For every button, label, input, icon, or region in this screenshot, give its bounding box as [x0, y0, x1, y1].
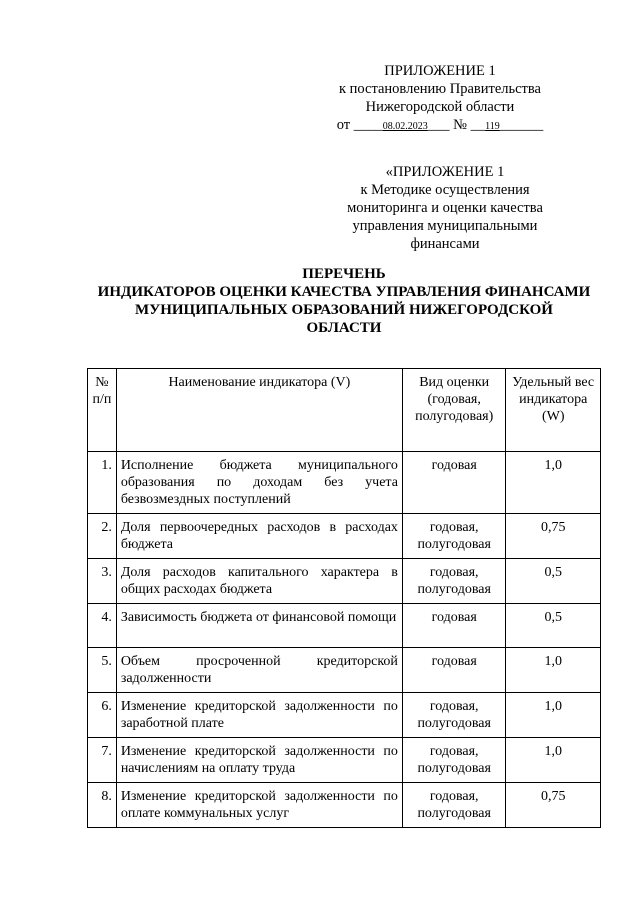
appendix-2-line3: мониторинга и оценки качества [347, 200, 543, 216]
row-num: 6. [88, 693, 117, 738]
appendix-1-header [310, 62, 570, 136]
appendix-1-line3: Нижегородской области [365, 99, 515, 115]
row-weight: 0,75 [506, 514, 601, 559]
indicators-table [87, 368, 601, 828]
row-weight: 0,5 [506, 559, 601, 604]
row-num: 7. [88, 738, 117, 783]
row-kind: годовая, полугодовая [402, 514, 506, 559]
row-name: Доля первоочередных расходов в расходах бюджета [116, 514, 402, 559]
table-row [88, 604, 601, 648]
number-sign: № [453, 117, 467, 133]
table-header-row [88, 369, 601, 452]
table-row [88, 648, 601, 693]
table-row [88, 514, 601, 559]
appendix-1-title: ПРИЛОЖЕНИЕ 1 [384, 63, 496, 79]
row-weight: 1,0 [506, 452, 601, 514]
appendix-2-line4: управления муниципальными [352, 218, 538, 234]
date-blank-right: ___ [427, 117, 450, 133]
row-name: Исполнение бюджета муниципального образования по доходам без учета безвозмездных поступлений [116, 452, 402, 514]
row-num: 5. [88, 648, 117, 693]
row-weight: 0,75 [506, 783, 601, 828]
table-row [88, 559, 601, 604]
row-kind: годовая [402, 452, 506, 514]
row-num: 1. [88, 452, 117, 514]
title-line3: МУНИЦИПАЛЬНЫХ ОБРАЗОВАНИЙ НИЖЕГОРОДСКОЙ [135, 302, 553, 318]
row-num: 2. [88, 514, 117, 559]
table-row [88, 783, 601, 828]
row-name: Доля расходов капитального характера в общих расходах бюджета [116, 559, 402, 604]
row-kind: годовая, полугодовая [402, 559, 506, 604]
title-line2: ИНДИКАТОРОВ ОЦЕНКИ КАЧЕСТВА УПРАВЛЕНИЯ ФИНАНСАМИ [97, 284, 591, 300]
row-num: 8. [88, 783, 117, 828]
date-blank-left: ____ [353, 117, 383, 133]
row-kind: годовая [402, 648, 506, 693]
row-num: 4. [88, 604, 117, 648]
row-name: Изменение кредиторской задолженности по начислениям на оплату труда [116, 738, 402, 783]
decree-date: 08.02.2023 [382, 121, 428, 132]
row-kind: годовая, полугодовая [402, 738, 506, 783]
appendix-1-line2: к постановлению Правительства [339, 81, 541, 97]
row-name: Изменение кредиторской задолженности по оплате коммунальных услуг [116, 783, 402, 828]
row-kind: годовая, полугодовая [402, 693, 506, 738]
title-line1: ПЕРЕЧЕНЬ [302, 266, 386, 282]
decree-number: 119 [485, 121, 500, 132]
num-blank-left: __ [470, 117, 486, 133]
table-row [88, 693, 601, 738]
row-weight: 0,5 [506, 604, 601, 648]
row-name: Объем просроченной кредиторской задолженности [116, 648, 402, 693]
header-num: № п/п [88, 369, 117, 452]
appendix-2-header [320, 163, 570, 253]
row-weight: 1,0 [506, 693, 601, 738]
decree-date-line [310, 116, 570, 136]
row-kind: годовая, полугодовая [402, 783, 506, 828]
header-name: Наименование индикатора (V) [116, 369, 402, 452]
header-kind: Вид оценки (годовая, полугодовая) [402, 369, 506, 452]
title-line4: ОБЛАСТИ [306, 320, 382, 336]
num-blank-right: ______ [499, 117, 544, 133]
date-prefix: от [336, 117, 351, 133]
appendix-2-line5: финансами [410, 236, 480, 252]
row-name: Зависимость бюджета от финансовой помощи [116, 604, 402, 648]
table-row [88, 452, 601, 514]
header-weight: Удельный вес индикатора (W) [506, 369, 601, 452]
row-num: 3. [88, 559, 117, 604]
appendix-2-line2: к Методике осуществления [360, 182, 530, 198]
row-weight: 1,0 [506, 738, 601, 783]
row-name: Изменение кредиторской задолженности по заработной плате [116, 693, 402, 738]
row-kind: годовая [402, 604, 506, 648]
page-title [70, 265, 618, 337]
row-weight: 1,0 [506, 648, 601, 693]
table-row [88, 738, 601, 783]
appendix-2-title: «ПРИЛОЖЕНИЕ 1 [385, 164, 505, 180]
